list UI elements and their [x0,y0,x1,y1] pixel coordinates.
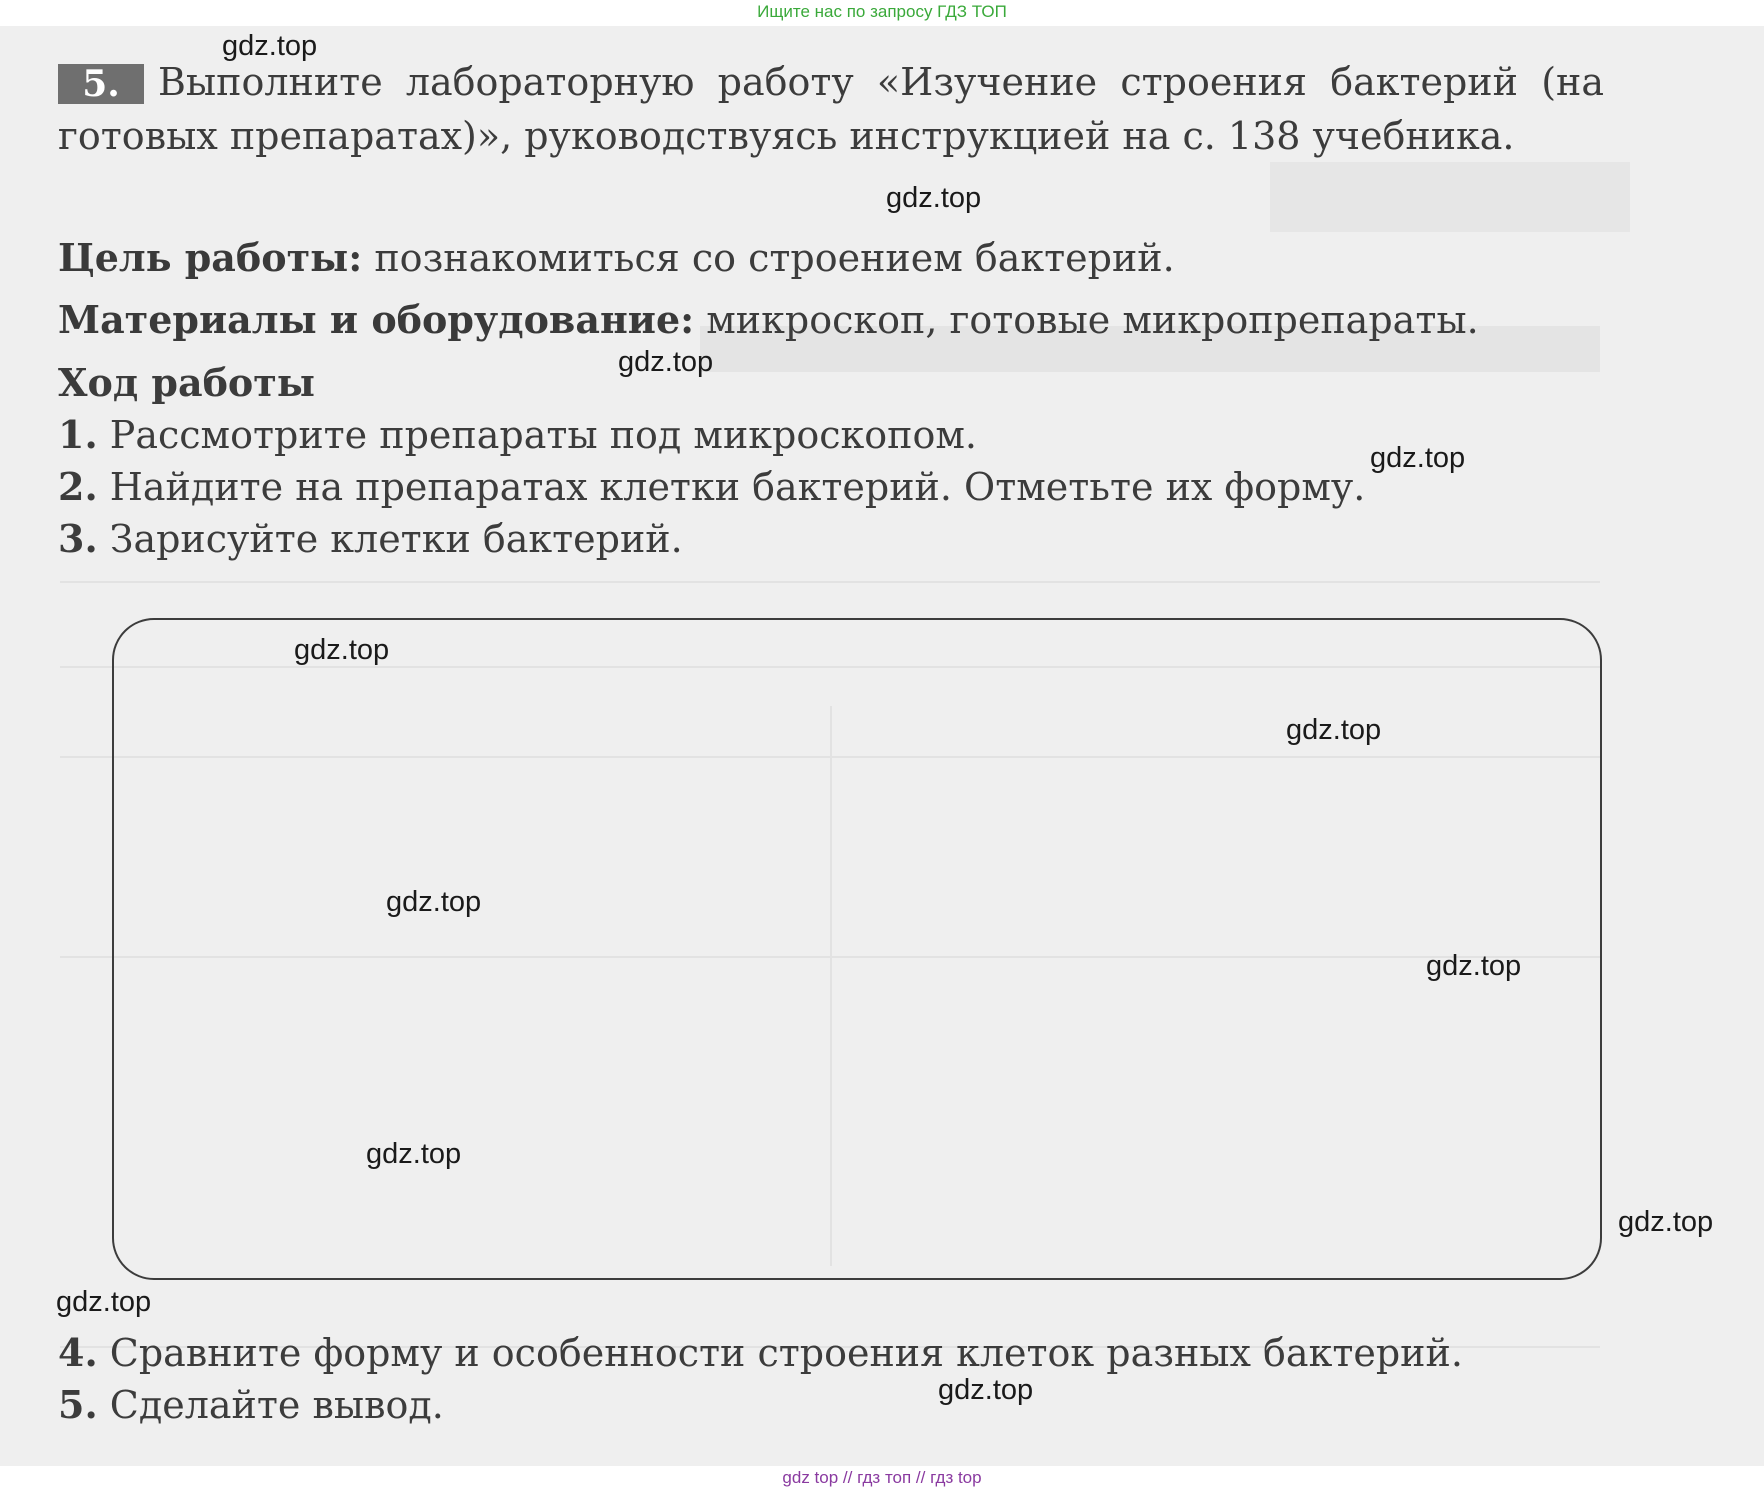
watermark: gdz.top [222,30,318,62]
materials-label: Материалы и оборудование: [58,297,695,342]
step-5 [58,1378,1604,1432]
workbook-page [0,26,1764,1466]
watermark: gdz.top [1286,714,1382,746]
bottom-banner: gdz top // гдз топ // гдз top [782,1468,982,1487]
step-text: Найдите на препаратах клетки бактерий. Отметьте их форму. [109,465,1366,509]
watermark: gdz.top [886,182,982,214]
watermark: gdz.top [1426,950,1522,982]
step-number: 5. [58,1382,98,1427]
step-text: Рассмотрите препараты под микроскопом. [109,413,977,457]
step-number: 1. [58,412,98,457]
watermark: gdz.top [1370,442,1466,474]
watermark: gdz.top [938,1374,1034,1406]
goal-line [58,231,1604,285]
goal-label: Цель работы: [58,235,363,280]
watermark: gdz.top [618,346,714,378]
step-text: Сделайте вывод. [109,1383,444,1427]
watermark: gdz.top [1618,1206,1714,1238]
step-number: 2. [58,464,98,509]
step-3 [58,512,1604,566]
step-text: Сравните форму и особенности строения клеток разных бактерий. [109,1331,1463,1375]
materials-line [58,293,1604,347]
watermark: gdz.top [366,1138,462,1170]
step-4 [58,1326,1604,1380]
step-text: Зарисуйте клетки бактерий. [109,517,683,561]
top-banner: Ищите нас по запросу ГДЗ ТОП [757,2,1007,21]
step-number: 3. [58,516,98,561]
goal-text: познакомиться со строением бактерий. [374,236,1175,280]
task-intro-line2: (на готовых препаратах)», руководствуясь инструкцией на с. 138 [58,60,1604,158]
task-intro-line1: Выполните лабораторную работу «Изучение строения бактерий [158,60,1518,104]
task-intro-line3: учебника. [1312,114,1515,158]
materials-text: микроскоп, готовые микропрепараты. [706,298,1479,342]
watermark: gdz.top [56,1286,152,1318]
step-number: 4. [58,1330,98,1375]
task-number-badge: 5. [58,64,144,104]
procedure-heading: Ход работы [58,360,315,405]
watermark: gdz.top [294,634,390,666]
watermark: gdz.top [386,886,482,918]
task-intro [58,55,1604,163]
